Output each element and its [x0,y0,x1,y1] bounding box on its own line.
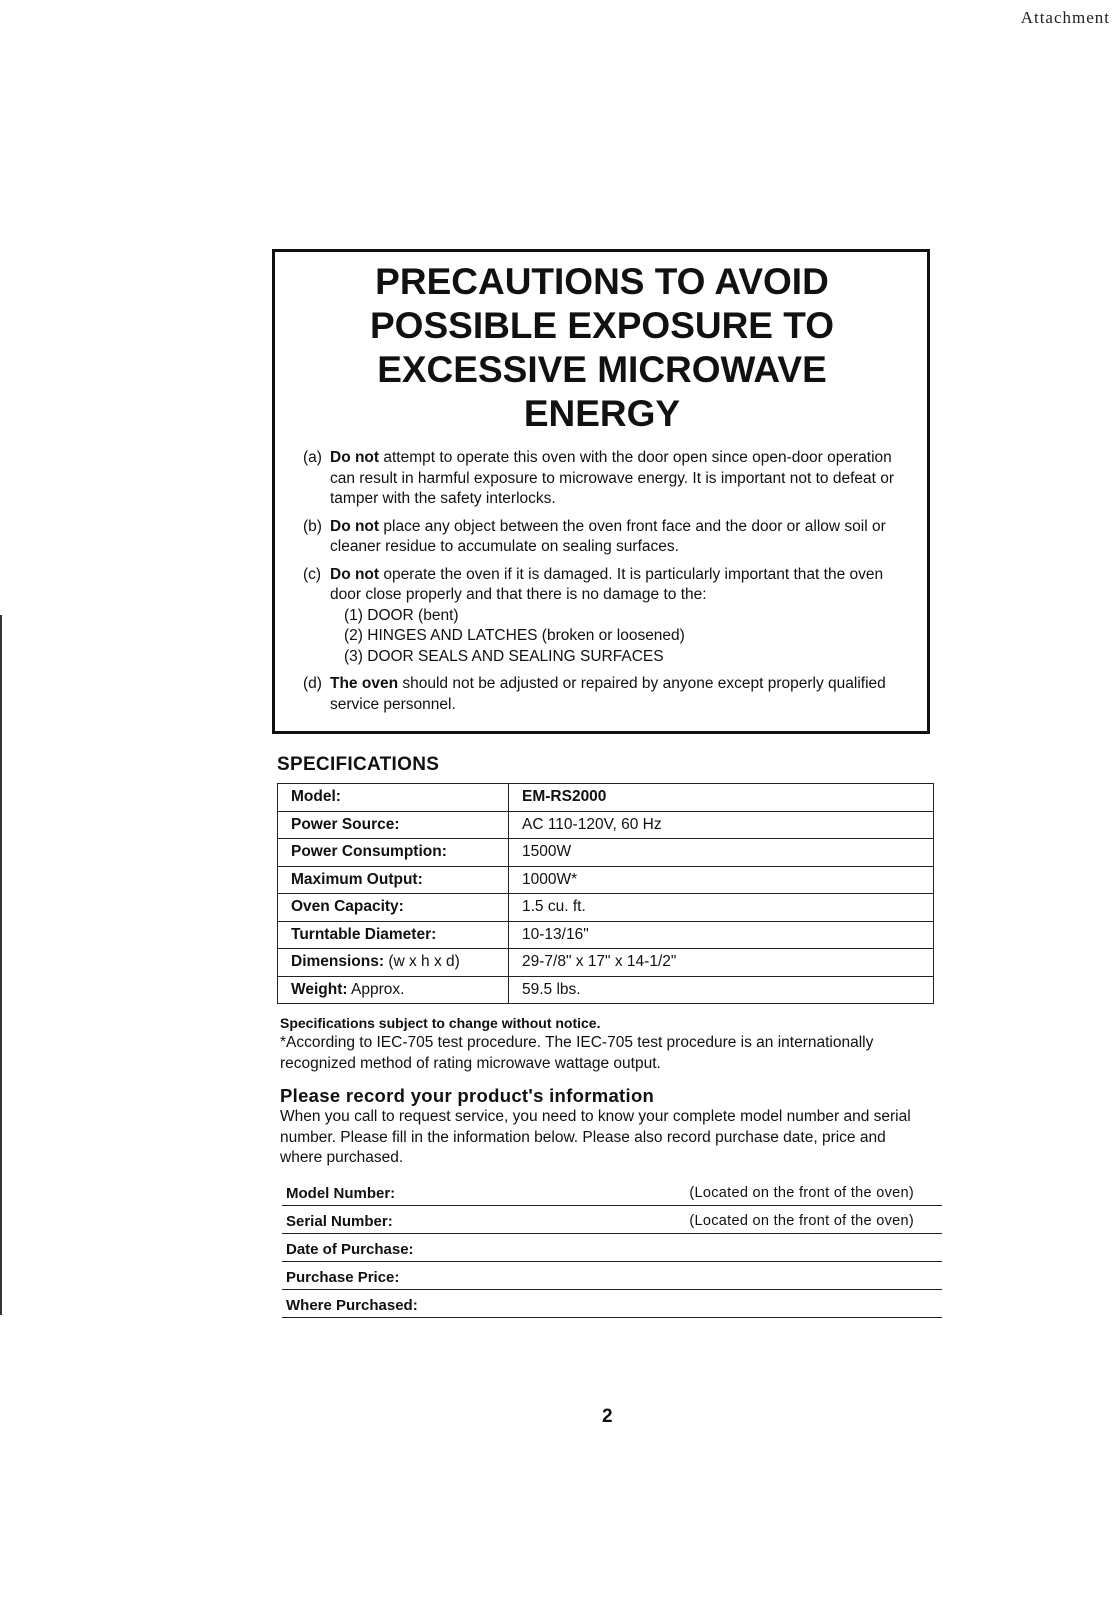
purchase-price-field[interactable] [282,1262,942,1290]
field-label: Serial Number: [286,1213,393,1230]
spec-value: 10-13/16" [509,921,934,949]
precaution-item-a [303,448,901,510]
spec-footnote: *According to IEC-705 test procedure. The IEC-705 test procedure is an internationally recognized method of rating microwave wattage output. [280,1034,874,1072]
item-text: operate the oven if it is damaged. It is particularly important that the oven door close properly and that there is no damage to the: [330,565,884,603]
field-label: Purchase Price: [286,1269,400,1286]
spec-label: Turntable Diameter: [278,921,509,949]
spec-label [278,976,509,1004]
scan-edge-line [0,615,2,1315]
title-line: EXCESSIVE MICROWAVE [377,349,827,390]
record-info-body: When you call to request service, you need to know your complete model number and serial number. Please fill in the information below. Please also record purchase date, price and where purchased. [280,1108,911,1166]
damage-item: (3) DOOR SEALS AND SEALING SURFACES [344,647,664,665]
spec-value: 1500W [509,839,934,867]
item-lead: Do not [330,565,380,583]
table-row [278,976,934,1004]
spec-value: 1.5 cu. ft. [509,894,934,922]
spec-label-main: Dimensions: [291,953,385,971]
attachment-label: Attachment [1020,8,1110,27]
precaution-item-d [303,674,901,715]
model-number-field[interactable] [282,1178,942,1206]
spec-label: Power Source: [278,811,509,839]
table-row [278,811,934,839]
item-marker: (d) [303,675,322,692]
item-lead: The oven [330,675,399,692]
spec-change-note: Specifications subject to change without notice. [280,1015,601,1031]
item-text: attempt to operate this oven with the door open since open-door operation can result in harmful exposure to microwave energy. It is important not to defeat or tamper with the safety interlocks. [330,449,895,507]
precaution-item-c [303,565,901,668]
field-label: Model Number: [286,1185,396,1202]
damage-item: (1) DOOR (bent) [344,606,459,624]
field-hint: (Located on the front of the oven) [689,1213,914,1229]
spec-label: Model: [278,784,509,812]
item-marker: (b) [303,517,322,535]
item-marker: (c) [303,565,322,583]
precautions-title [303,260,901,436]
spec-value: AC 110-120V, 60 Hz [509,811,934,839]
spec-label-suffix: Approx. [347,980,405,998]
spec-label: Maximum Output: [278,866,509,894]
table-row [278,921,934,949]
item-text: should not be adjusted or repaired by anyone except properly qualified service personnel. [330,675,886,713]
spec-label: Power Consumption: [278,839,509,867]
spec-label [278,949,509,977]
damage-list [330,606,901,668]
item-marker: (a) [303,449,322,466]
table-row [278,866,934,894]
specifications-table [277,783,934,1004]
table-row [278,894,934,922]
spec-value: 59.5 lbs. [509,976,934,1004]
precautions-box [272,249,930,734]
spec-label-suffix: (w x h x d) [384,953,460,971]
spec-value: 1000W* [509,866,934,894]
title-line: POSSIBLE EXPOSURE TO [370,305,834,346]
record-info-title: Please record your product's information [280,1085,655,1106]
spec-label: Oven Capacity: [278,894,509,922]
spec-value: 29-7/8" x 17" x 14-1/2" [509,949,934,977]
item-lead: Do not [330,517,380,535]
title-line: PRECAUTIONS TO AVOID [375,261,829,302]
damage-item: (2) HINGES AND LATCHES (broken or loosened) [344,627,685,644]
item-lead: Do not [330,449,380,466]
table-row [278,949,934,977]
precautions-list [303,448,901,715]
table-row [278,839,934,867]
item-text: place any object between the oven front face and the door or allow soil or cleaner residue to accumulate on sealing surfaces. [330,517,886,555]
spec-value: EM-RS2000 [509,784,934,812]
field-hint: (Located on the front of the oven) [689,1185,914,1201]
page-number: 2 [602,1406,613,1427]
precaution-item-b [303,517,901,558]
title-line: ENERGY [523,393,681,434]
where-purchased-field[interactable] [282,1290,942,1318]
spec-label-main: Weight: [291,980,348,998]
date-of-purchase-field[interactable] [282,1234,942,1262]
record-info-form [282,1178,942,1318]
serial-number-field[interactable] [282,1206,942,1234]
specifications-title: SPECIFICATIONS [277,754,440,775]
field-label: Where Purchased: [286,1297,418,1314]
table-row [278,784,934,812]
field-label: Date of Purchase: [286,1241,414,1258]
